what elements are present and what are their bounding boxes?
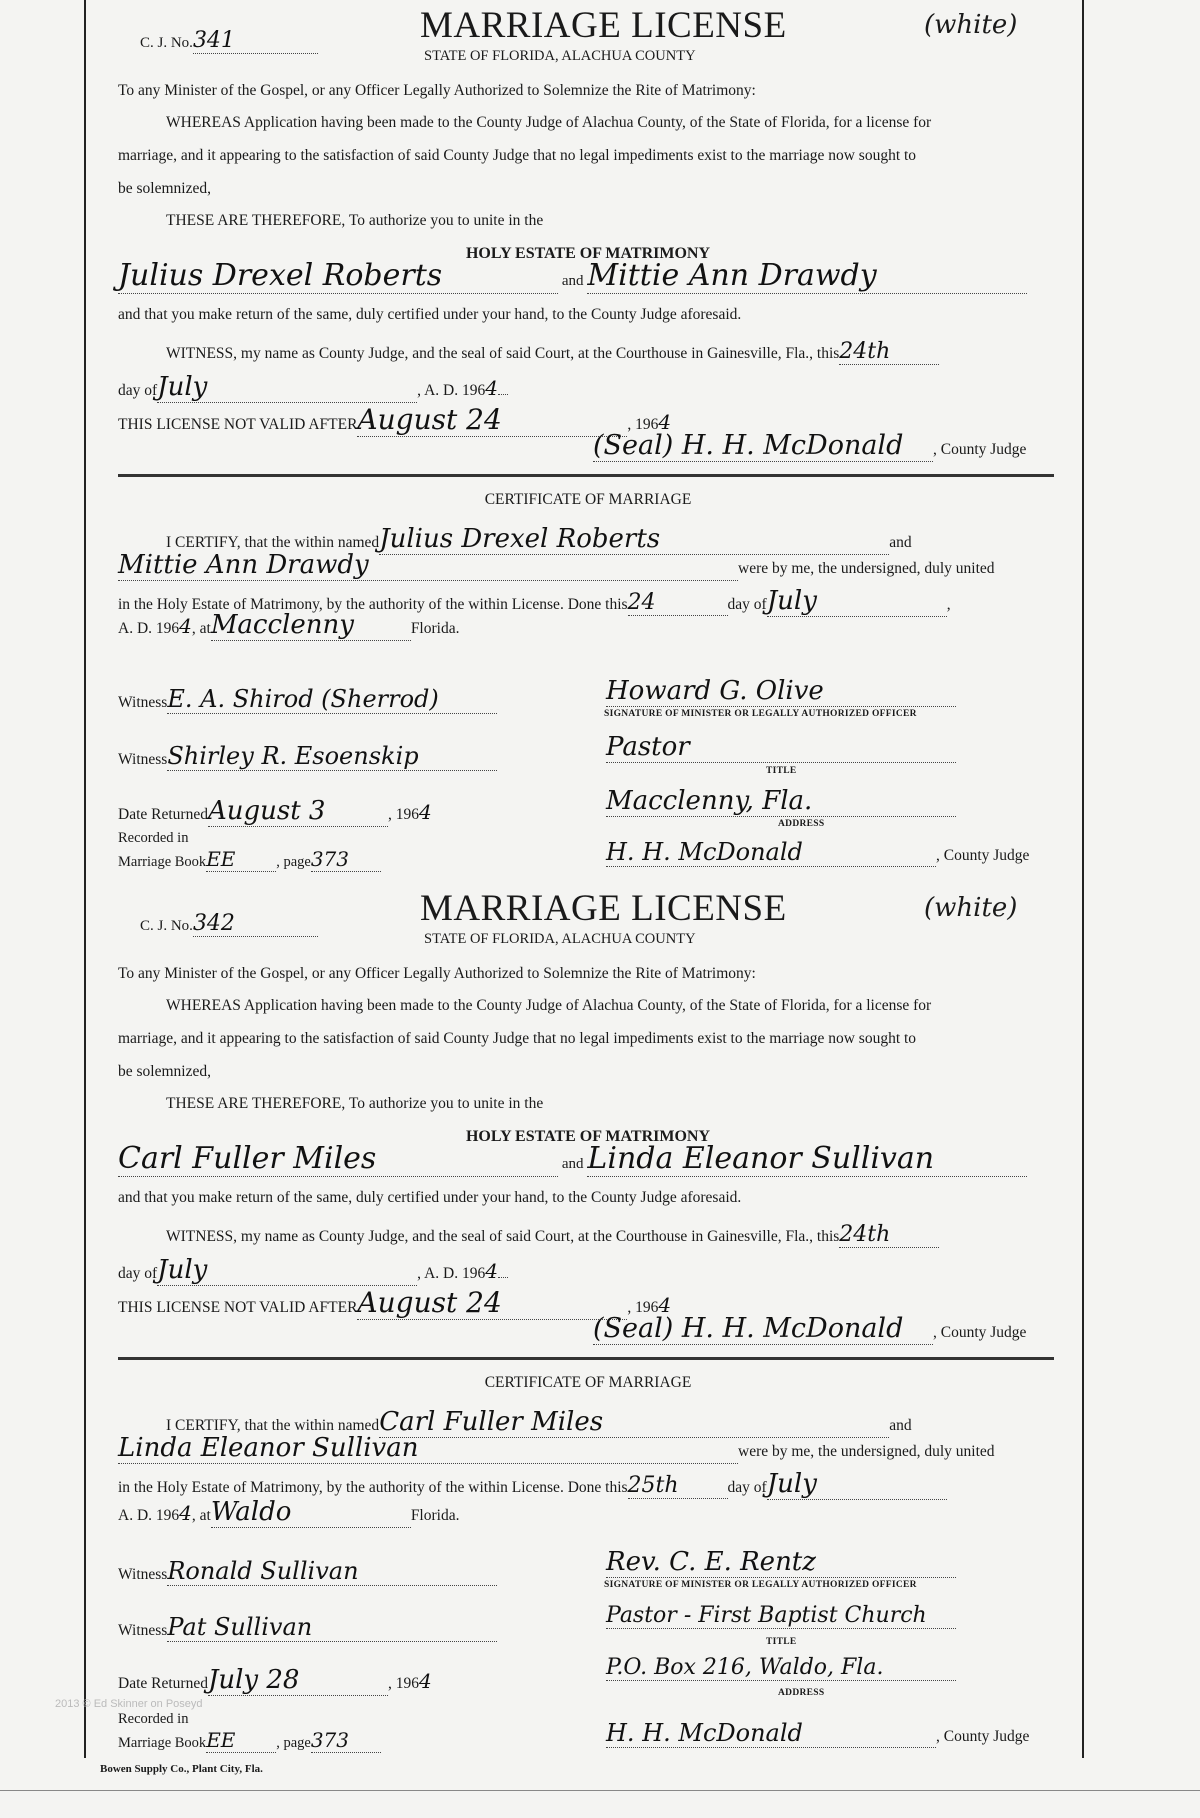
- judge-signature-line: [593, 1313, 1026, 1345]
- witness-2-name: Shirley R. Esoenskip: [167, 742, 419, 770]
- recorder-judge-label: , County Judge: [936, 1728, 1030, 1745]
- recorder-signature-line: [606, 1719, 1029, 1748]
- not-valid-year-digit: 4: [658, 1293, 672, 1317]
- cert-and-word: and: [889, 1417, 912, 1434]
- page-bottom-line: [0, 1790, 1200, 1791]
- ad-label: , A. D. 196: [417, 382, 486, 399]
- recorder-signature: H. H. McDonald: [606, 838, 803, 866]
- bride-name: Mittie Ann Drawdy: [587, 258, 877, 293]
- place-line: [118, 1497, 459, 1528]
- page-label: , page: [276, 1735, 311, 1751]
- certificate-of-marriage-342: [118, 1363, 1058, 1763]
- marriage-book-label: Marriage Book: [118, 1735, 207, 1751]
- date-returned-line: [118, 796, 432, 827]
- done-month: July: [766, 1469, 817, 1499]
- witness-line: [166, 339, 939, 365]
- witness-line: [166, 1222, 939, 1248]
- done-day: 24: [627, 590, 656, 615]
- book-number: EE: [206, 847, 236, 871]
- recorder-signature-line: [606, 838, 1029, 867]
- couple-names-line: [118, 258, 1054, 294]
- authority-line: [118, 1469, 947, 1500]
- not-valid-year-label: , 196: [627, 416, 659, 433]
- cj-label: C. J. No.: [140, 918, 193, 934]
- not-valid-date: August 24: [357, 1286, 502, 1319]
- date-returned-label: Date Returned: [118, 1675, 208, 1692]
- therefore-line: THESE ARE THEREFORE, To authorize you to unite in the: [166, 1095, 544, 1112]
- license-title: MARRIAGE LICENSE: [420, 5, 787, 46]
- witness-1-name: Ronald Sullivan: [167, 1557, 359, 1585]
- certificate-title: CERTIFICATE OF MARRIAGE: [484, 491, 692, 508]
- done-day-of: day of: [727, 596, 767, 613]
- officer-title: Pastor - First Baptist Church: [606, 1603, 927, 1628]
- title-caption: TITLE: [766, 766, 797, 776]
- recorded-in-label: Recorded in: [118, 1711, 189, 1727]
- judge-signature-line: [593, 430, 1026, 462]
- whereas-line-1: WHEREAS Application having been made to the County Judge of Alachua County, of the State of Florida, for a license for: [166, 114, 932, 131]
- officer-signature: Rev. C. E. Rentz: [606, 1547, 816, 1577]
- book-number: EE: [206, 1728, 236, 1752]
- witness-text: WITNESS, my name as County Judge, and the seal of said Court, at the Courthouse in Gainesville, Fla., this: [166, 1228, 840, 1245]
- authority-line: in the Holy Estate of Matrimony, by the authority of the within License. Done this24 day ofJuly ,: [118, 586, 951, 616]
- cert-bride-line: [118, 550, 995, 581]
- day-value: 24th: [839, 339, 891, 364]
- page-label: , page: [276, 854, 311, 870]
- ad2-label: A. D. 196: [118, 620, 180, 637]
- returned-year-label: , 196: [387, 1675, 419, 1692]
- address-line: To any Minister of the Gospel, or any Officer Legally Authorized to Solemnize the Rite of Matrimony:: [118, 965, 756, 982]
- license-divider: [118, 474, 1054, 477]
- authority-label: in the Holy Estate of Matrimony, by the authority of the within License. Done this: [118, 1479, 628, 1496]
- not-valid-label: THIS LICENSE NOT VALID AFTER: [118, 1299, 358, 1316]
- license-month: July: [157, 1255, 208, 1285]
- cert-groom-name: Carl Fuller Miles: [379, 1407, 604, 1437]
- cert-bride-name: Mittie Ann Drawdy: [118, 550, 369, 580]
- officer-title: Pastor: [606, 732, 690, 762]
- not-valid-year-digit: 4: [658, 410, 672, 434]
- witness-2-label: Witness: [118, 751, 168, 768]
- cj-number: 341: [192, 28, 235, 53]
- day-of-line: [118, 372, 508, 403]
- page-border-left: [84, 0, 86, 1758]
- at-label: , at: [191, 1507, 211, 1524]
- marriage-book-label: Marriage Book: [118, 854, 207, 870]
- florida-label: Florida.: [410, 620, 460, 637]
- page-number: 373: [310, 1728, 349, 1752]
- witness-1-line: [118, 685, 497, 714]
- witness-1-line: [118, 1557, 497, 1586]
- witness-2-line: [118, 1613, 497, 1642]
- day-of-label: day of: [118, 382, 158, 399]
- groom-name: Carl Fuller Miles: [118, 1141, 377, 1176]
- judge-signature: (Seal) H. H. McDonald: [593, 430, 904, 461]
- day-of-label: day of: [118, 1265, 158, 1282]
- address-caption: ADDRESS: [778, 1688, 825, 1698]
- united-label: were by me, the undersigned, duly united: [738, 560, 995, 577]
- officer-caption: SIGNATURE OF MINISTER OR LEGALLY AUTHORIZED OFFICER: [604, 709, 917, 719]
- address-caption: ADDRESS: [778, 819, 825, 829]
- ad2-digit: 4: [179, 1501, 192, 1525]
- not-valid-line: [118, 403, 671, 437]
- address-line: To any Minister of the Gospel, or any Officer Legally Authorized to Solemnize the Rite of Matrimony:: [118, 82, 756, 99]
- year-digit: 4: [485, 376, 498, 400]
- marriage-book-line: [118, 847, 381, 872]
- and-word: and: [561, 273, 584, 289]
- florida-label: Florida.: [410, 1507, 460, 1524]
- date-returned: July 28: [207, 1665, 300, 1695]
- whereas-line-3: be solemnized,: [118, 180, 211, 197]
- witness-1-label: Witness: [118, 1566, 168, 1583]
- authority-label: in the Holy Estate of Matrimony, by the authority of the within License. Done this: [118, 596, 628, 613]
- judge-signature: (Seal) H. H. McDonald: [593, 1313, 904, 1344]
- witness-1-name: E. A. Shirod (Sherrod): [167, 685, 439, 713]
- ad2-label: A. D. 196: [118, 1507, 180, 1524]
- officer-title-block: [606, 1603, 956, 1629]
- witness-1-label: Witness: [118, 694, 168, 711]
- witness-2-line: [118, 742, 497, 771]
- certificate-title: CERTIFICATE OF MARRIAGE: [484, 1374, 692, 1391]
- return-line: and that you make return of the same, duly certified under your hand, to the County Judge aforesaid.: [118, 306, 742, 323]
- page-number: 373: [310, 847, 349, 871]
- page-border-right: [1082, 0, 1084, 1758]
- certificate-of-marriage-341: [118, 480, 1058, 880]
- cj-number: 342: [192, 911, 235, 936]
- returned-year-digit: 4: [418, 1669, 432, 1693]
- marriage-book-line: [118, 1728, 381, 1753]
- couple-names-line: [118, 1141, 1054, 1177]
- recorder-judge-label: , County Judge: [936, 847, 1030, 864]
- officer-caption: SIGNATURE OF MINISTER OR LEGALLY AUTHORIZED OFFICER: [604, 1580, 917, 1590]
- groom-name: Julius Drexel Roberts: [118, 258, 443, 293]
- place-line: [118, 610, 459, 641]
- return-line: and that you make return of the same, duly certified under your hand, to the County Judge aforesaid.: [118, 1189, 742, 1206]
- and-word: and: [561, 1156, 584, 1172]
- printer-footer: Bowen Supply Co., Plant City, Fla.: [100, 1763, 263, 1775]
- united-label: were by me, the undersigned, duly united: [738, 1443, 995, 1460]
- cert-bride-line: [118, 1433, 995, 1464]
- not-valid-date: August 24: [357, 403, 502, 436]
- cj-number-line: [140, 28, 318, 54]
- returned-year-digit: 4: [418, 800, 432, 824]
- race-notation: (white): [924, 10, 1018, 40]
- license-divider: [118, 1357, 1054, 1360]
- day-of-line: [118, 1255, 508, 1286]
- whereas-line-2: marriage, and it appearing to the satisfaction of said County Judge that no legal impediments exist to the marriage now sought to: [118, 1030, 917, 1047]
- license-title: MARRIAGE LICENSE: [420, 888, 787, 929]
- date-returned-line: [118, 1665, 432, 1696]
- license-subtitle: STATE OF FLORIDA, ALACHUA COUNTY: [424, 931, 696, 947]
- race-notation: (white): [924, 893, 1018, 923]
- cert-groom-name: Julius Drexel Roberts: [379, 524, 661, 554]
- not-valid-year-label: , 196: [627, 1299, 659, 1316]
- not-valid-line: [118, 1286, 671, 1320]
- date-returned: August 3: [207, 796, 326, 826]
- recorder-signature: H. H. McDonald: [606, 1719, 803, 1747]
- done-day-of: day of: [727, 1479, 767, 1496]
- recorded-in-label: Recorded in: [118, 830, 189, 846]
- officer-title-block: [606, 732, 956, 763]
- county-judge-label: , County Judge: [933, 1324, 1027, 1341]
- county-judge-label: , County Judge: [933, 441, 1027, 458]
- watermark: 2013 © Ed Skinner on Poseyd: [55, 1698, 203, 1710]
- officer-signature: Howard G. Olive: [606, 676, 824, 706]
- marriage-place: Macclenny: [210, 610, 354, 640]
- cj-number-line: [140, 911, 318, 937]
- whereas-line-3: be solemnized,: [118, 1063, 211, 1080]
- officer-signature-block: [606, 1547, 956, 1578]
- holy-estate-heading: HOLY ESTATE OF MATRIMONY: [465, 245, 711, 262]
- therefore-line: THESE ARE THEREFORE, To authorize you to unite in the: [166, 212, 544, 229]
- year-digit: 4: [485, 1259, 498, 1283]
- done-month: July: [766, 586, 817, 616]
- cert-bride-name: Linda Eleanor Sullivan: [118, 1433, 419, 1463]
- ad-label: , A. D. 196: [417, 1265, 486, 1282]
- not-valid-label: THIS LICENSE NOT VALID AFTER: [118, 416, 358, 433]
- whereas-line-1: WHEREAS Application having been made to the County Judge of Alachua County, of the State of Florida, for a license for: [166, 997, 932, 1014]
- officer-address: Macclenny, Fla.: [606, 786, 813, 816]
- officer-address-block: [606, 1655, 956, 1681]
- officer-signature-block: [606, 676, 956, 707]
- bride-name: Linda Eleanor Sullivan: [587, 1141, 935, 1176]
- license-month: July: [157, 372, 208, 402]
- at-label: , at: [191, 620, 211, 637]
- day-value: 24th: [839, 1222, 891, 1247]
- certify-label: I CERTIFY, that the within named: [166, 1417, 380, 1434]
- officer-address-block: [606, 786, 956, 817]
- returned-year-label: , 196: [387, 806, 419, 823]
- certify-label: I CERTIFY, that the within named: [166, 534, 380, 551]
- date-returned-label: Date Returned: [118, 806, 208, 823]
- cert-and-word: and: [889, 534, 912, 551]
- witness-text: WITNESS, my name as County Judge, and the seal of said Court, at the Courthouse in Gainesville, Fla., this: [166, 345, 840, 362]
- holy-estate-heading: HOLY ESTATE OF MATRIMONY: [465, 1128, 711, 1145]
- whereas-line-2: marriage, and it appearing to the satisfaction of said County Judge that no legal impediments exist to the marriage now sought to: [118, 147, 917, 164]
- witness-2-label: Witness: [118, 1622, 168, 1639]
- license-subtitle: STATE OF FLORIDA, ALACHUA COUNTY: [424, 48, 696, 64]
- marriage-place: Waldo: [210, 1497, 292, 1527]
- witness-2-name: Pat Sullivan: [167, 1613, 313, 1641]
- done-day: 25th: [627, 1473, 679, 1498]
- ad2-digit: 4: [179, 614, 192, 638]
- officer-address: P.O. Box 216, Waldo, Fla.: [606, 1655, 884, 1680]
- cj-label: C. J. No.: [140, 35, 193, 51]
- title-caption: TITLE: [766, 1637, 797, 1647]
